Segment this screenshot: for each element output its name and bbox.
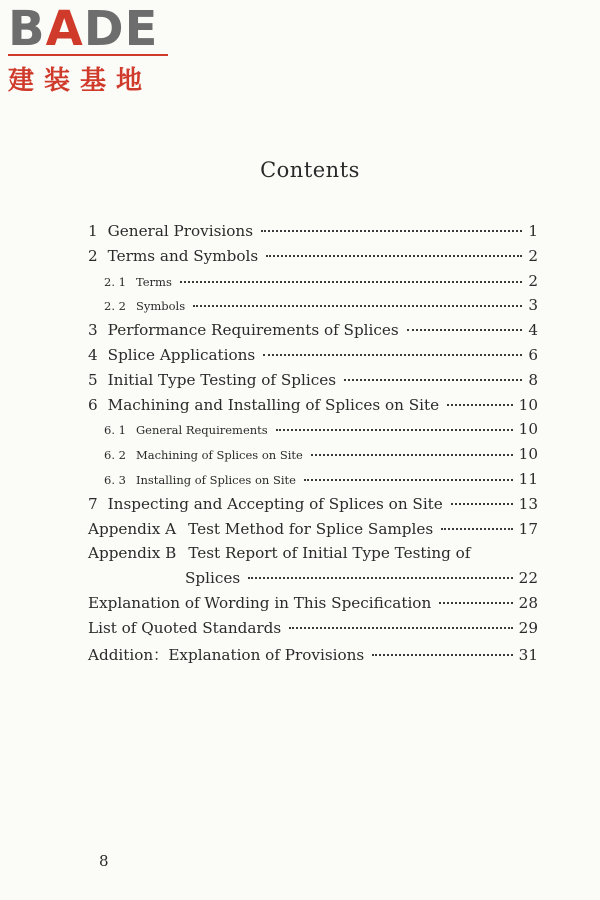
toc-title: Terms and Symbols <box>107 246 259 265</box>
toc-title: Performance Requirements of Splices <box>107 321 399 340</box>
toc-leader <box>289 627 512 629</box>
toc-page: 4 <box>528 321 538 340</box>
toc-title: List of Quoted Standards <box>88 618 282 637</box>
toc-page: 28 <box>518 593 538 612</box>
toc-title: Installing of Splices on Site <box>135 472 296 487</box>
toc-number: 2. 2 <box>104 299 126 314</box>
toc-number: 3 <box>88 321 98 340</box>
toc-title: General Provisions <box>107 222 253 240</box>
toc-entry[interactable] <box>88 495 538 520</box>
toc-title: Splices <box>185 569 241 588</box>
toc-leader <box>180 281 522 283</box>
table-of-contents <box>88 222 538 668</box>
toc-page: 31 <box>518 645 538 664</box>
toc-title: Splice Applications <box>107 345 256 364</box>
logo-letter-b: B <box>8 1 46 57</box>
toc-number: Appendix B <box>88 544 177 563</box>
toc-leader <box>193 305 522 307</box>
toc-subentry[interactable] <box>88 420 538 445</box>
toc-title: Machining and Installing of Splices on Site <box>107 395 440 414</box>
toc-number: 4 <box>88 345 98 364</box>
toc-leader <box>261 230 522 232</box>
toc-leader <box>311 454 513 456</box>
toc-leader <box>447 404 513 406</box>
toc-subentry[interactable] <box>88 445 538 470</box>
toc-leader <box>248 577 513 579</box>
toc-page: 2 <box>528 271 538 290</box>
toc-number: 2. 1 <box>104 274 126 289</box>
page-title: Contents <box>260 158 360 182</box>
toc-leader <box>439 602 512 604</box>
logo-letters-de: DE <box>83 1 159 57</box>
toc-entry[interactable] <box>88 247 538 272</box>
toc-number: 6. 3 <box>104 472 126 487</box>
toc-page: 10 <box>518 420 538 439</box>
toc-leader <box>372 654 512 656</box>
toc-number: 6. 1 <box>104 423 126 438</box>
toc-entry[interactable] <box>88 644 538 669</box>
toc-subentry[interactable] <box>88 470 538 495</box>
toc-page: 3 <box>528 296 538 315</box>
toc-entry[interactable] <box>88 321 538 346</box>
toc-number: 7 <box>88 494 98 513</box>
toc-leader <box>344 379 522 381</box>
toc-subentry[interactable] <box>88 272 538 297</box>
toc-title: Test Method for Splice Samples <box>188 519 434 538</box>
toc-leader <box>304 479 513 481</box>
toc-number: Appendix A <box>88 519 177 538</box>
toc-leader <box>276 429 513 431</box>
toc-entry[interactable] <box>88 346 538 371</box>
toc-title: Initial Type Testing of Splices <box>107 370 337 389</box>
toc-number: 6. 2 <box>104 448 126 463</box>
toc-title: Explanation of Wording in This Specification <box>88 593 432 612</box>
toc-entry[interactable] <box>88 371 538 396</box>
toc-title: Symbols <box>135 299 186 314</box>
toc-entry-appendix-b-continued[interactable] <box>88 569 538 594</box>
toc-title: Machining of Splices on Site <box>135 448 303 463</box>
toc-page: 17 <box>518 519 538 538</box>
toc-page: 10 <box>518 445 538 464</box>
logo-subtitle: 建装基地 <box>8 66 153 96</box>
toc-page: 13 <box>518 494 538 513</box>
toc-title: Addition：Explanation of Provisions <box>88 645 365 664</box>
toc-page: 22 <box>518 569 538 588</box>
toc-page: 1 <box>528 222 538 240</box>
toc-page: 2 <box>528 246 538 265</box>
toc-entry-appendix-a[interactable] <box>88 520 538 545</box>
toc-entry[interactable] <box>88 222 538 247</box>
page-number: 8 <box>99 852 109 870</box>
toc-leader <box>441 528 513 530</box>
toc-entry-appendix-b[interactable] <box>88 544 538 569</box>
toc-subentry[interactable] <box>88 296 538 321</box>
toc-entry[interactable] <box>88 594 538 619</box>
logo <box>8 1 178 97</box>
toc-title: Terms <box>135 274 172 289</box>
toc-number: 5 <box>88 370 98 389</box>
toc-number: 6 <box>88 395 98 414</box>
logo-letter-a: A <box>45 1 84 57</box>
toc-title: General Requirements <box>135 423 268 438</box>
toc-page: 29 <box>518 618 538 637</box>
toc-page: 10 <box>518 395 538 414</box>
toc-title: Test Report of Initial Type Testing of <box>188 544 471 563</box>
toc-entry[interactable] <box>88 396 538 421</box>
toc-page: 8 <box>528 370 538 389</box>
toc-leader <box>266 255 522 257</box>
toc-page: 6 <box>528 345 538 364</box>
toc-leader <box>407 329 523 331</box>
logo-wordmark <box>8 1 178 57</box>
toc-title: Inspecting and Accepting of Splices on Site <box>107 494 443 513</box>
toc-page: 11 <box>518 469 538 488</box>
toc-number: 2 <box>88 246 98 265</box>
toc-leader <box>263 354 522 356</box>
toc-entry[interactable] <box>88 619 538 644</box>
toc-leader <box>451 503 513 505</box>
toc-number: 1 <box>88 222 98 240</box>
